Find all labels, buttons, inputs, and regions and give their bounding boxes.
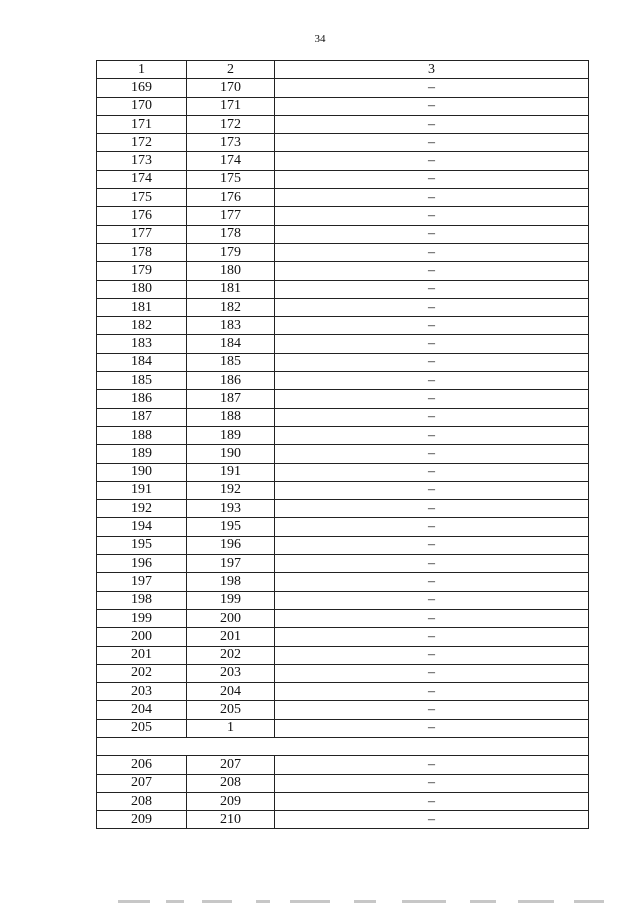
table-row (97, 811, 589, 829)
table-row (97, 792, 589, 810)
table-cell-col-1: 183 (97, 335, 187, 353)
table-cell-col-3: – (275, 207, 589, 225)
column-header-2: 2 (187, 61, 275, 79)
table-cell-col-2: 195 (187, 518, 275, 536)
table-cell-col-1: 191 (97, 481, 187, 499)
table-cell-col-2: 207 (187, 756, 275, 774)
table-row (97, 152, 589, 170)
table-cell-col-2: 178 (187, 225, 275, 243)
table-row (97, 390, 589, 408)
table-row (97, 426, 589, 444)
table-gap (97, 737, 589, 755)
table-cell-col-2: 182 (187, 298, 275, 316)
table-cell-col-2: 186 (187, 372, 275, 390)
table-cell-col-3: – (275, 445, 589, 463)
table-cell-col-3: – (275, 408, 589, 426)
table-body-upper (97, 79, 589, 738)
table-cell-col-1: 178 (97, 243, 187, 261)
table-row (97, 280, 589, 298)
table-row (97, 298, 589, 316)
table-cell-col-3: – (275, 481, 589, 499)
table-row (97, 500, 589, 518)
table-cell-col-3: – (275, 646, 589, 664)
table-row (97, 536, 589, 554)
table-cell-col-1: 185 (97, 372, 187, 390)
table-cell-col-3: – (275, 262, 589, 280)
table-cell-col-1: 194 (97, 518, 187, 536)
table-cell-col-2: 205 (187, 701, 275, 719)
table-cell-col-3: – (275, 500, 589, 518)
table-row (97, 591, 589, 609)
table-row (97, 683, 589, 701)
table-row (97, 463, 589, 481)
table-cell-col-1: 201 (97, 646, 187, 664)
table-cell-col-1: 197 (97, 573, 187, 591)
table-cell-col-1: 204 (97, 701, 187, 719)
table-row (97, 774, 589, 792)
table-cell-col-1: 200 (97, 628, 187, 646)
table-cell-col-2: 202 (187, 646, 275, 664)
table-cell-col-1: 187 (97, 408, 187, 426)
table-cell-col-1: 203 (97, 683, 187, 701)
table-row (97, 756, 589, 774)
table-cell-col-1: 199 (97, 609, 187, 627)
table-row (97, 207, 589, 225)
table-cell-col-3: – (275, 426, 589, 444)
table-cell-col-2: 177 (187, 207, 275, 225)
table-cell-col-2: 200 (187, 609, 275, 627)
table-cell-col-2: 196 (187, 536, 275, 554)
table-cell-col-3: – (275, 280, 589, 298)
table-cell-col-2: 193 (187, 500, 275, 518)
table-cell-col-2: 208 (187, 774, 275, 792)
table-cell-col-2: 173 (187, 134, 275, 152)
table-cell-col-1: 169 (97, 79, 187, 97)
table-cell-col-1: 186 (97, 390, 187, 408)
page-number: 34 (314, 33, 326, 45)
table-cell-col-1: 209 (97, 811, 187, 829)
table-cell-col-3: – (275, 353, 589, 371)
table-row (97, 97, 589, 115)
table-cell-col-2: 180 (187, 262, 275, 280)
table-spacer-row (97, 737, 589, 755)
table-cell-col-1: 175 (97, 189, 187, 207)
table-cell-col-1: 192 (97, 500, 187, 518)
table-cell-col-2: 179 (187, 243, 275, 261)
table-cell-col-3: – (275, 591, 589, 609)
table-row (97, 189, 589, 207)
column-header-1: 1 (97, 61, 187, 79)
table-cell-col-2: 190 (187, 445, 275, 463)
table-spacer-cell (97, 737, 589, 755)
table-cell-col-1: 195 (97, 536, 187, 554)
table-cell-col-2: 175 (187, 170, 275, 188)
table-cell-col-1: 182 (97, 317, 187, 335)
table-cell-col-1: 171 (97, 115, 187, 133)
table-cell-col-2: 185 (187, 353, 275, 371)
table-cell-col-1: 172 (97, 134, 187, 152)
table-row (97, 225, 589, 243)
table-cell-col-2: 204 (187, 683, 275, 701)
table-cell-col-3: – (275, 664, 589, 682)
table-row (97, 628, 589, 646)
table-cell-col-3: – (275, 335, 589, 353)
table-row (97, 555, 589, 573)
table-cell-col-1: 177 (97, 225, 187, 243)
table-cell-col-1: 189 (97, 445, 187, 463)
table-cell-col-1: 188 (97, 426, 187, 444)
table-row (97, 481, 589, 499)
table-cell-col-3: – (275, 134, 589, 152)
table-cell-col-1: 207 (97, 774, 187, 792)
table-cell-col-2: 176 (187, 189, 275, 207)
table-cell-col-2: 209 (187, 792, 275, 810)
table-cell-col-2: 183 (187, 317, 275, 335)
table-cell-col-3: – (275, 536, 589, 554)
table-cell-col-3: – (275, 628, 589, 646)
table-row (97, 243, 589, 261)
table-cell-col-2: 1 (187, 719, 275, 737)
table-cell-col-1: 170 (97, 97, 187, 115)
table-cell-col-3: – (275, 243, 589, 261)
table-cell-col-2: 197 (187, 555, 275, 573)
table-row (97, 353, 589, 371)
table-row (97, 372, 589, 390)
table-cell-col-3: – (275, 811, 589, 829)
table-cell-col-2: 201 (187, 628, 275, 646)
table-cell-col-3: – (275, 298, 589, 316)
table-cell-col-3: – (275, 683, 589, 701)
table-cell-col-1: 181 (97, 298, 187, 316)
table-cell-col-2: 188 (187, 408, 275, 426)
table-row (97, 664, 589, 682)
table-cell-col-2: 203 (187, 664, 275, 682)
table-cell-col-3: – (275, 573, 589, 591)
table-cell-col-1: 176 (97, 207, 187, 225)
table-cell-col-1: 205 (97, 719, 187, 737)
table-cell-col-1: 202 (97, 664, 187, 682)
table-cell-col-1: 179 (97, 262, 187, 280)
table-row (97, 408, 589, 426)
table-cell-col-1: 208 (97, 792, 187, 810)
table-header-row (97, 61, 589, 79)
table-cell-col-2: 171 (187, 97, 275, 115)
table-cell-col-2: 199 (187, 591, 275, 609)
table-cell-col-1: 206 (97, 756, 187, 774)
table-cell-col-3: – (275, 115, 589, 133)
table-row (97, 115, 589, 133)
table-cell-col-3: – (275, 225, 589, 243)
table-row (97, 646, 589, 664)
table-row (97, 262, 589, 280)
table-cell-col-1: 184 (97, 353, 187, 371)
table-cell-col-3: – (275, 79, 589, 97)
table-cell-col-2: 181 (187, 280, 275, 298)
table-row (97, 134, 589, 152)
table-row (97, 719, 589, 737)
table-cell-col-3: – (275, 97, 589, 115)
scan-artifact-strip (118, 897, 618, 905)
data-table (96, 60, 589, 829)
table-row (97, 609, 589, 627)
table-cell-col-2: 191 (187, 463, 275, 481)
table-cell-col-3: – (275, 756, 589, 774)
table-cell-col-3: – (275, 518, 589, 536)
table-cell-col-2: 198 (187, 573, 275, 591)
table-row (97, 573, 589, 591)
table-cell-col-3: – (275, 701, 589, 719)
table-row (97, 79, 589, 97)
table-body-lower (97, 756, 589, 829)
table-cell-col-1: 198 (97, 591, 187, 609)
table-cell-col-2: 187 (187, 390, 275, 408)
table-cell-col-1: 173 (97, 152, 187, 170)
table-cell-col-2: 192 (187, 481, 275, 499)
table-cell-col-2: 170 (187, 79, 275, 97)
table-cell-col-3: – (275, 774, 589, 792)
table-row (97, 701, 589, 719)
table-cell-col-2: 172 (187, 115, 275, 133)
table-cell-col-2: 184 (187, 335, 275, 353)
table-cell-col-1: 180 (97, 280, 187, 298)
table-cell-col-2: 189 (187, 426, 275, 444)
table-cell-col-1: 174 (97, 170, 187, 188)
table-cell-col-3: – (275, 189, 589, 207)
table-row (97, 317, 589, 335)
table-cell-col-3: – (275, 719, 589, 737)
table-cell-col-3: – (275, 463, 589, 481)
column-header-3: 3 (275, 61, 589, 79)
table-row (97, 518, 589, 536)
table-cell-col-3: – (275, 609, 589, 627)
table-cell-col-3: – (275, 152, 589, 170)
table-cell-col-1: 190 (97, 463, 187, 481)
table-cell-col-3: – (275, 390, 589, 408)
table-cell-col-3: – (275, 792, 589, 810)
table-cell-col-3: – (275, 555, 589, 573)
table-row (97, 335, 589, 353)
table-row (97, 445, 589, 463)
table-row (97, 170, 589, 188)
table-cell-col-1: 196 (97, 555, 187, 573)
table-cell-col-3: – (275, 317, 589, 335)
table-cell-col-3: – (275, 372, 589, 390)
table-cell-col-3: – (275, 170, 589, 188)
table-cell-col-2: 174 (187, 152, 275, 170)
table-cell-col-2: 210 (187, 811, 275, 829)
